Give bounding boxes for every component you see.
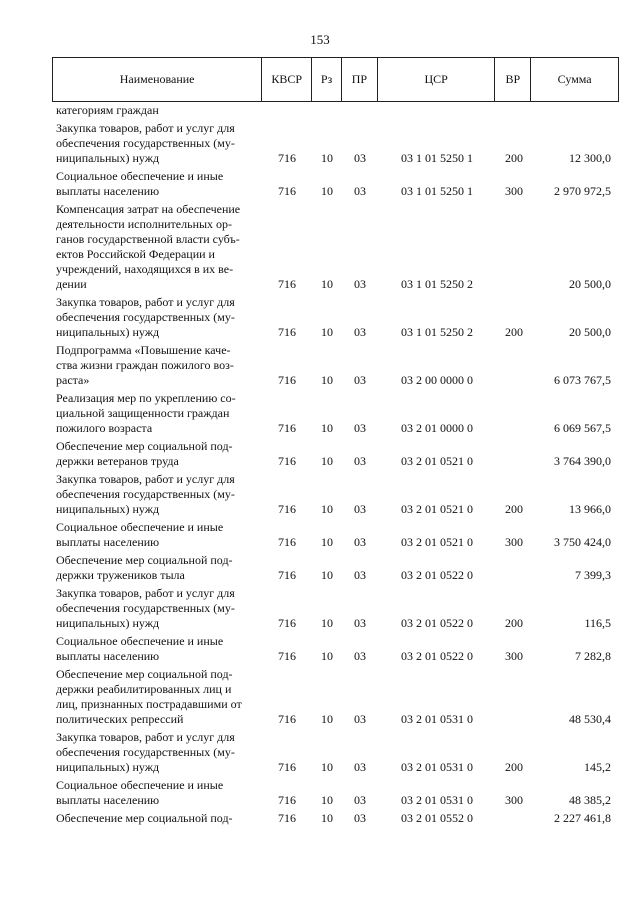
cell-kvsr: 716 [278, 616, 296, 630]
cell-pr: 03 [354, 151, 366, 165]
cell-csr: 03 2 01 0521 0 [401, 454, 473, 468]
row-name-line: Обеспечение мер социальной под- [56, 811, 233, 825]
cell-rz: 10 [321, 421, 333, 435]
cell-vr: 300 [505, 535, 523, 549]
cell-sum: 3 764 390,0 [554, 454, 611, 468]
cell-vr: 300 [505, 649, 523, 663]
table-row [52, 520, 619, 550]
cell-vr [496, 811, 532, 826]
cell-vr [496, 391, 532, 436]
cell-sum: 48 385,2 [569, 793, 611, 807]
row-name-line: обеспечения государственных (му- [56, 310, 235, 324]
cell-rz: 10 [321, 502, 333, 516]
table-header [52, 57, 619, 102]
cell-rz: 10 [321, 811, 333, 825]
row-name-line: Социальное обеспечение и иные [56, 169, 224, 183]
row-name-line: Социальное обеспечение и иные [56, 778, 224, 792]
cell-csr: 03 2 01 0522 0 [401, 568, 473, 582]
row-name-line: держки реабилитированных лиц и [56, 682, 232, 696]
row-name [52, 121, 262, 166]
cell-rz: 10 [321, 760, 333, 774]
cell-rz: 10 [321, 277, 333, 291]
cell-rz: 10 [321, 616, 333, 630]
cell-pr: 03 [354, 373, 366, 387]
row-name-line: Закупка товаров, работ и услуг для [56, 472, 235, 486]
row-name [52, 667, 262, 727]
cell-vr: 200 [505, 760, 523, 774]
table-row [52, 169, 619, 199]
row-name [52, 202, 262, 292]
cell-vr: 200 [505, 325, 523, 339]
cell-kvsr [262, 103, 312, 118]
cell-pr: 03 [354, 811, 366, 825]
cell-csr: 03 1 01 5250 2 [401, 325, 473, 339]
row-name-line: обеспечения государственных (му- [56, 745, 235, 759]
cell-sum: 20 500,0 [569, 325, 611, 339]
header-csr: ЦСР [378, 58, 496, 101]
cell-sum: 6 073 767,5 [554, 373, 611, 387]
cell-csr: 03 2 01 0521 0 [401, 502, 473, 516]
cell-vr: 200 [505, 502, 523, 516]
cell-kvsr: 716 [278, 184, 296, 198]
cell-sum: 13 966,0 [569, 502, 611, 516]
cell-csr: 03 2 01 0552 0 [401, 811, 473, 825]
row-name-line: Социальное обеспечение и иные [56, 634, 224, 648]
cell-sum: 2 970 972,5 [554, 184, 611, 198]
table-row [52, 202, 619, 292]
cell-vr: 200 [505, 616, 523, 630]
cell-vr [496, 103, 532, 118]
row-name-line: циальной защищенности граждан [56, 406, 230, 420]
row-name-line: держки тружеников тыла [56, 568, 185, 582]
cell-sum: 6 069 567,5 [554, 421, 611, 435]
cell-rz: 10 [321, 568, 333, 582]
table-row [52, 553, 619, 583]
row-name [52, 472, 262, 517]
cell-sum: 7 399,3 [575, 568, 611, 582]
cell-kvsr: 716 [278, 793, 296, 807]
cell-rz [312, 103, 342, 118]
table-row [52, 634, 619, 664]
cell-rz: 10 [321, 649, 333, 663]
cell-csr: 03 2 01 0521 0 [401, 535, 473, 549]
row-name-line: категориям граждан [56, 103, 159, 117]
cell-pr: 03 [354, 454, 366, 468]
row-name-line: Обеспечение мер социальной под- [56, 667, 233, 681]
table-row [52, 295, 619, 340]
row-name-line: ниципальных) нужд [56, 151, 160, 165]
cell-vr [496, 553, 532, 583]
row-name [52, 778, 262, 808]
row-name [52, 391, 262, 436]
row-name-line: выплаты населению [56, 184, 160, 198]
row-name-line: ниципальных) нужд [56, 325, 160, 339]
row-name-line: ниципальных) нужд [56, 616, 160, 630]
page-number: 153 [310, 32, 330, 47]
cell-csr: 03 1 01 5250 1 [401, 151, 473, 165]
cell-pr: 03 [354, 502, 366, 516]
row-name [52, 103, 262, 118]
cell-pr: 03 [354, 184, 366, 198]
table-row [52, 586, 619, 631]
row-name-line: выплаты населению [56, 793, 160, 807]
cell-vr: 300 [505, 793, 523, 807]
row-name-line: Закупка товаров, работ и услуг для [56, 121, 235, 135]
row-name-line: ганов государственной власти субъ- [56, 232, 240, 246]
cell-kvsr: 716 [278, 712, 296, 726]
cell-kvsr: 716 [278, 325, 296, 339]
table-row [52, 667, 619, 727]
row-name-line: лиц, признанных пострадавшими от [56, 697, 242, 711]
cell-rz: 10 [321, 373, 333, 387]
header-vr: ВР [495, 58, 531, 101]
table-body [52, 103, 619, 826]
cell-rz: 10 [321, 535, 333, 549]
row-name-line: дении [56, 277, 87, 291]
table-row [52, 391, 619, 436]
row-name-line: Реализация мер по укреплению со- [56, 391, 236, 405]
row-name-line: Социальное обеспечение и иные [56, 520, 224, 534]
table-row [52, 730, 619, 775]
cell-pr: 03 [354, 535, 366, 549]
cell-kvsr: 716 [278, 502, 296, 516]
row-name [52, 520, 262, 550]
header-rz: Рз [312, 58, 342, 101]
cell-pr: 03 [354, 616, 366, 630]
cell-sum: 48 530,4 [569, 712, 611, 726]
cell-rz: 10 [321, 151, 333, 165]
cell-csr: 03 2 01 0522 0 [401, 649, 473, 663]
cell-pr: 03 [354, 760, 366, 774]
header-pr: ПР [342, 58, 378, 101]
cell-pr [342, 103, 378, 118]
row-name-line: Закупка товаров, работ и услуг для [56, 730, 235, 744]
cell-sum: 145,2 [584, 760, 611, 774]
cell-pr: 03 [354, 649, 366, 663]
cell-csr: 03 2 01 0000 0 [401, 421, 473, 435]
row-name-line: держки ветеранов труда [56, 454, 179, 468]
cell-csr: 03 2 01 0531 0 [401, 712, 473, 726]
row-name-line: ниципальных) нужд [56, 502, 160, 516]
cell-kvsr: 716 [278, 277, 296, 291]
cell-sum: 7 282,8 [575, 649, 611, 663]
row-name-line: раста» [56, 373, 90, 387]
row-name [52, 730, 262, 775]
cell-rz: 10 [321, 184, 333, 198]
row-name [52, 439, 262, 469]
cell-kvsr: 716 [278, 568, 296, 582]
cell-kvsr: 716 [278, 373, 296, 387]
row-name-line: Обеспечение мер социальной под- [56, 553, 233, 567]
row-name-line: выплаты населению [56, 649, 160, 663]
cell-vr [496, 439, 532, 469]
row-name-line: пожилого возраста [56, 421, 153, 435]
cell-csr: 03 2 01 0531 0 [401, 760, 473, 774]
row-name-line: учреждений, находящихся в их ве- [56, 262, 234, 276]
header-kvsr: КВСР [262, 58, 312, 101]
cell-pr: 03 [354, 793, 366, 807]
cell-csr [378, 103, 496, 118]
cell-rz: 10 [321, 454, 333, 468]
cell-pr: 03 [354, 325, 366, 339]
cell-sum: 20 500,0 [569, 277, 611, 291]
row-name-line: политических репрессий [56, 712, 184, 726]
cell-rz: 10 [321, 793, 333, 807]
cell-csr: 03 1 01 5250 1 [401, 184, 473, 198]
row-name-line: Подпрограмма «Повышение каче- [56, 343, 231, 357]
cell-sum: 3 750 424,0 [554, 535, 611, 549]
row-name-line: ниципальных) нужд [56, 760, 160, 774]
cell-kvsr: 716 [278, 535, 296, 549]
cell-csr: 03 2 01 0531 0 [401, 793, 473, 807]
row-name-line: Компенсация затрат на обеспечение [56, 202, 241, 216]
cell-sum: 12 300,0 [569, 151, 611, 165]
cell-pr: 03 [354, 421, 366, 435]
row-name-line: обеспечения государственных (му- [56, 136, 235, 150]
row-name-line: ства жизни граждан пожилого воз- [56, 358, 234, 372]
cell-vr: 300 [505, 184, 523, 198]
row-name [52, 586, 262, 631]
cell-kvsr: 716 [278, 649, 296, 663]
cell-sum [532, 103, 619, 118]
header-name: Наименование [53, 58, 262, 101]
cell-rz: 10 [321, 325, 333, 339]
row-name-line: обеспечения государственных (му- [56, 601, 235, 615]
row-name-line: выплаты населению [56, 535, 160, 549]
cell-pr: 03 [354, 277, 366, 291]
cell-vr [496, 202, 532, 292]
table-row [52, 811, 619, 826]
cell-csr: 03 2 00 0000 0 [401, 373, 473, 387]
cell-rz: 10 [321, 712, 333, 726]
row-name [52, 634, 262, 664]
row-name-line: обеспечения государственных (му- [56, 487, 235, 501]
cell-pr: 03 [354, 712, 366, 726]
cell-kvsr: 716 [278, 454, 296, 468]
row-name-line: Закупка товаров, работ и услуг для [56, 295, 235, 309]
cell-csr: 03 2 01 0522 0 [401, 616, 473, 630]
cell-vr: 200 [505, 151, 523, 165]
cell-kvsr: 716 [278, 811, 296, 825]
row-name [52, 169, 262, 199]
row-name-line: ектов Российской Федерации и [56, 247, 215, 261]
cell-kvsr: 716 [278, 151, 296, 165]
header-sum: Сумма [557, 72, 592, 86]
cell-vr [496, 667, 532, 727]
table-row [52, 472, 619, 517]
cell-vr [496, 343, 532, 388]
row-name [52, 553, 262, 583]
table-row [52, 103, 619, 118]
table-row [52, 343, 619, 388]
row-name [52, 343, 262, 388]
cell-csr: 03 1 01 5250 2 [401, 277, 473, 291]
row-name-line: Закупка товаров, работ и услуг для [56, 586, 235, 600]
row-name-line: Обеспечение мер социальной под- [56, 439, 233, 453]
table-row [52, 439, 619, 469]
cell-kvsr: 716 [278, 760, 296, 774]
cell-kvsr: 716 [278, 421, 296, 435]
cell-sum: 116,5 [584, 616, 611, 630]
cell-pr: 03 [354, 568, 366, 582]
cell-sum: 2 227 461,8 [554, 811, 611, 825]
table-row [52, 121, 619, 166]
row-name-line: деятельности исполнительных ор- [56, 217, 233, 231]
table-row [52, 778, 619, 808]
row-name [52, 811, 262, 826]
row-name [52, 295, 262, 340]
